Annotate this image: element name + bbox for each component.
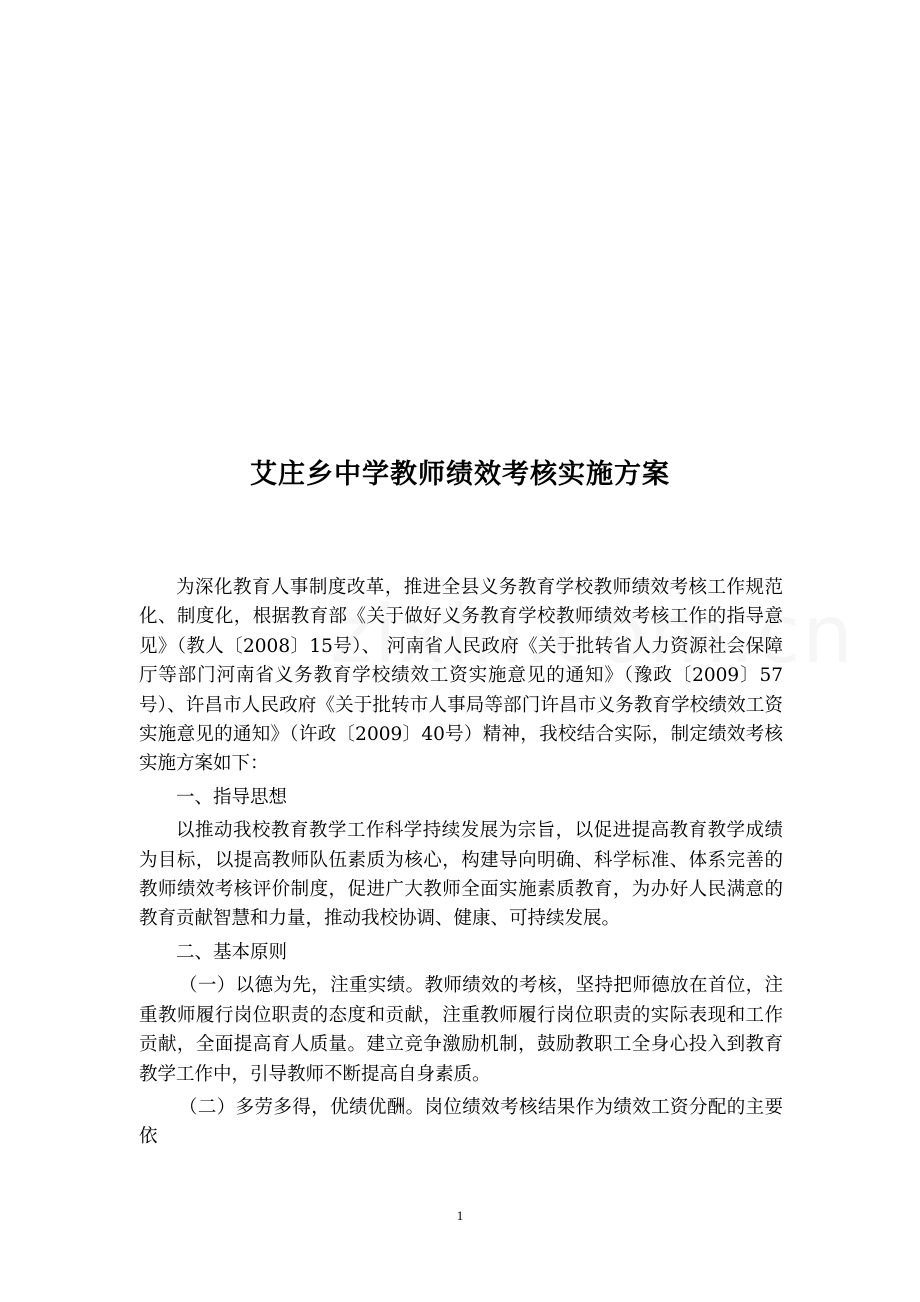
page-number: 1: [456, 1208, 464, 1223]
document-title: 艾庄乡中学教师绩效考核实施方案: [250, 459, 670, 490]
paragraph-guiding-ideology: 以推动我校教育教学工作科学持续发展为宗旨，以促进提高教育教学成绩为目标，以提高教师队伍素质为核心，构建导向明确、科学标准、体系完善的教师绩效考核评价制度，促进广大教师全面实施素质教育，为办好人民满意的教育贡献智慧和力量，推动我校协调、健康、可持续发展。: [139, 820, 783, 930]
document-body: [139, 573, 783, 1156]
paragraph-principle-1: （一）以德为先，注重实绩。教师绩效的考核，坚持把师德放在首位，注重教师履行岗位职责的态度和贡献，注重教师履行岗位职责的实际表现和工作贡献，全面提高育人质量。建立竞争激励机制，鼓励教职工全身心投入到教育教学工作中，引导教师不断提高自身素质。: [139, 975, 783, 1085]
paragraph-principle-2: （二）多劳多得，优绩优酬。岗位绩效考核结果作为绩效工资分配的主要依: [139, 1096, 783, 1148]
paragraph-intro: 为深化教育人事制度改革，推进全县义务教育学校教师绩效考核工作规范化、制度化，根据教育部《关于做好义务教育学校教师绩效考核工作的指导意见》（教人〔2008〕15号）、 河南省人民政府《关于批转省人力资源社会保障厅等部门河南省义务教育学校绩效工资实施意见的通知》（豫政〔2009〕57号）、许昌市人民政府《关于批转市人事局等部门许昌市义务教育学校绩效工资实施意见的通知》（许政〔2009〕40号）精神，我校结合实际，制定绩效考核实施方案如下：: [139, 577, 783, 775]
section-heading-guiding-ideology: 一、指导思想: [176, 786, 288, 808]
section-heading-basic-principles: 二、基本原则: [176, 941, 288, 963]
